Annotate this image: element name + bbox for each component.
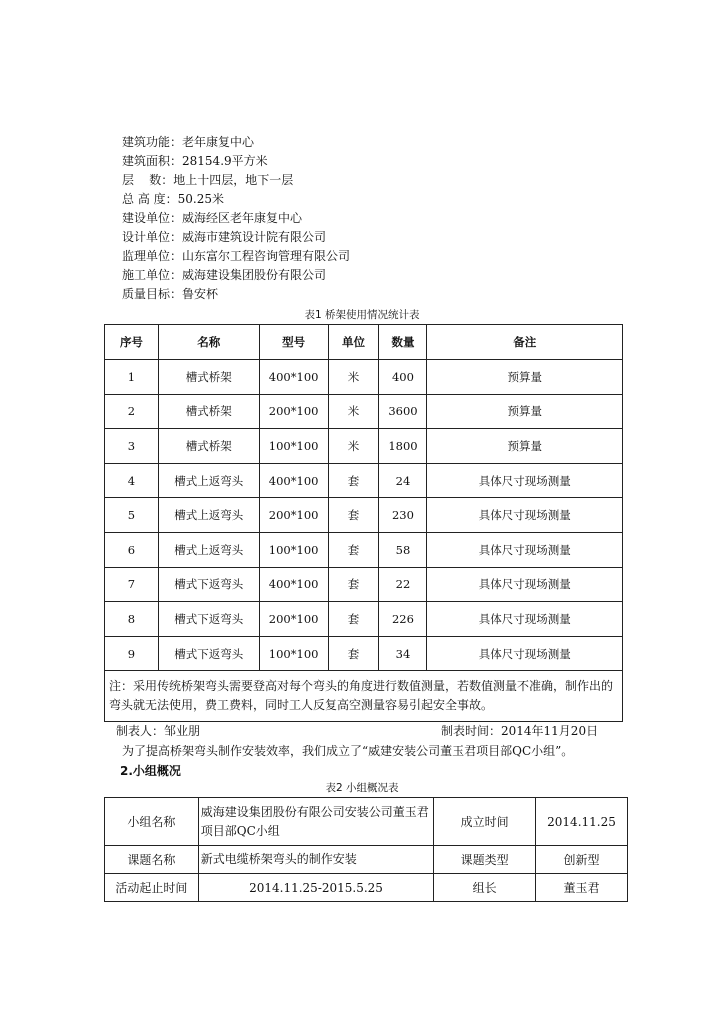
info-label: 建筑面积： — [122, 154, 183, 168]
info-line — [122, 247, 350, 266]
leader-label: 组长 — [434, 874, 536, 902]
info-value: 50.25米 — [177, 192, 224, 206]
table-cell: 400*100 — [259, 360, 328, 395]
group-name-value: 威海建设集团股份有限公司安装公司董玉君项目部QC小组 — [198, 798, 434, 846]
table-cell: 套 — [328, 498, 379, 533]
header-cell: 单位 — [328, 325, 379, 360]
table-cell: 具体尺寸现场测量 — [427, 463, 623, 498]
table-cell: 具体尺寸现场测量 — [427, 498, 623, 533]
table-cell: 230 — [379, 498, 427, 533]
period-label: 活动起止时间 — [105, 874, 199, 902]
table-row — [105, 394, 623, 429]
info-label: 层 数： — [122, 173, 174, 187]
table-cell: 槽式上返弯头 — [158, 532, 259, 567]
table-cell: 具体尺寸现场测量 — [427, 532, 623, 567]
table-cell: 3600 — [379, 394, 427, 429]
leader-value: 董玉君 — [536, 874, 628, 902]
table-row — [105, 360, 623, 395]
info-line — [122, 133, 350, 152]
table-cell: 400 — [379, 360, 427, 395]
table-cell: 槽式下返弯头 — [158, 602, 259, 637]
table-row — [105, 498, 623, 533]
table-time: 制表时间：2014年11月20日 — [441, 724, 599, 738]
table-row — [105, 874, 628, 902]
table-cell: 槽式上返弯头 — [158, 498, 259, 533]
founded-value: 2014.11.25 — [536, 798, 628, 846]
table-cell: 226 — [379, 602, 427, 637]
group-overview-table — [104, 797, 628, 902]
table-cell: 1 — [105, 360, 159, 395]
bridge-usage-table — [104, 324, 623, 722]
info-label: 设计单位： — [122, 230, 183, 244]
table-cell: 100*100 — [259, 429, 328, 464]
table-cell: 套 — [328, 567, 379, 602]
info-line — [122, 171, 350, 190]
table-cell: 槽式桥架 — [158, 360, 259, 395]
table-cell: 400*100 — [259, 567, 328, 602]
table-cell: 米 — [328, 394, 379, 429]
table-row — [105, 567, 623, 602]
table-cell: 200*100 — [259, 602, 328, 637]
group-name-label: 小组名称 — [105, 798, 199, 846]
info-value: 威海市建筑设计院有限公司 — [182, 230, 327, 244]
table2-caption: 表2 小组概况表 — [325, 782, 399, 794]
info-value: 地上十四层，地下一层 — [173, 173, 294, 187]
header-cell: 名称 — [158, 325, 259, 360]
table-cell: 200*100 — [259, 498, 328, 533]
table-row — [105, 636, 623, 671]
table-cell: 22 — [379, 567, 427, 602]
table-cell: 7 — [105, 567, 159, 602]
table-cell: 具体尺寸现场测量 — [427, 636, 623, 671]
table-row — [105, 429, 623, 464]
info-label: 监理单位： — [122, 249, 183, 263]
info-value: 鲁安杯 — [182, 287, 219, 301]
table-cell: 槽式下返弯头 — [158, 636, 259, 671]
table-row — [105, 846, 628, 874]
info-line — [122, 190, 350, 209]
table-cell: 米 — [328, 360, 379, 395]
table-cell: 预算量 — [427, 360, 623, 395]
table-cell: 米 — [328, 429, 379, 464]
table-cell: 套 — [328, 532, 379, 567]
table-cell: 34 — [379, 636, 427, 671]
info-line — [122, 285, 350, 304]
info-label: 质量目标： — [122, 287, 183, 301]
header-cell: 数量 — [379, 325, 427, 360]
info-value: 28154.9平方米 — [182, 154, 268, 168]
table-cell: 具体尺寸现场测量 — [427, 602, 623, 637]
table-cell: 200*100 — [259, 394, 328, 429]
header-cell: 备注 — [427, 325, 623, 360]
table-maker: 制表人：邹业朋 — [116, 724, 201, 738]
table-cell: 1800 — [379, 429, 427, 464]
table-cell: 100*100 — [259, 532, 328, 567]
project-info — [122, 133, 350, 304]
table-cell: 6 — [105, 532, 159, 567]
info-line — [122, 228, 350, 247]
table-cell: 槽式桥架 — [158, 429, 259, 464]
topic-value: 新式电缆桥架弯头的制作安装 — [198, 846, 434, 874]
info-line — [122, 209, 350, 228]
table-cell: 24 — [379, 463, 427, 498]
info-value: 威海经区老年康复中心 — [182, 211, 303, 225]
intro-paragraph: 为了提高桥架弯头制作安装效率，我们成立了“威建安装公司董玉君项目部QC小组”。 — [122, 744, 574, 758]
table-cell: 3 — [105, 429, 159, 464]
table-cell: 套 — [328, 463, 379, 498]
table-cell: 槽式上返弯头 — [158, 463, 259, 498]
table-cell: 套 — [328, 636, 379, 671]
info-label: 建设单位： — [122, 211, 183, 225]
table-row — [105, 798, 628, 846]
table-cell: 4 — [105, 463, 159, 498]
table-note-row — [105, 671, 623, 722]
table-cell: 8 — [105, 602, 159, 637]
table-row — [105, 463, 623, 498]
table-cell: 预算量 — [427, 429, 623, 464]
topic-type-value: 创新型 — [536, 846, 628, 874]
info-value: 威海建设集团股份有限公司 — [182, 268, 327, 282]
table-cell: 100*100 — [259, 636, 328, 671]
table-cell: 具体尺寸现场测量 — [427, 567, 623, 602]
table-row — [105, 602, 623, 637]
topic-type-label: 课题类型 — [434, 846, 536, 874]
table-header-row — [105, 325, 623, 360]
table-cell: 槽式下返弯头 — [158, 567, 259, 602]
table-cell: 套 — [328, 602, 379, 637]
info-label: 建筑功能： — [122, 135, 183, 149]
info-label: 总 高 度： — [122, 192, 178, 206]
table-row — [105, 532, 623, 567]
section-heading: 2.小组概况 — [120, 764, 181, 778]
info-line — [122, 152, 350, 171]
founded-label: 成立时间 — [434, 798, 536, 846]
header-cell: 型号 — [259, 325, 328, 360]
info-value: 老年康复中心 — [182, 135, 255, 149]
period-value: 2014.11.25-2015.5.25 — [198, 874, 434, 902]
info-line — [122, 266, 350, 285]
table-cell: 9 — [105, 636, 159, 671]
header-cell: 序号 — [105, 325, 159, 360]
table-cell: 5 — [105, 498, 159, 533]
info-label: 施工单位： — [122, 268, 183, 282]
topic-label: 课题名称 — [105, 846, 199, 874]
table-cell: 预算量 — [427, 394, 623, 429]
table-note: 注：采用传统桥架弯头需要登高对每个弯头的角度进行数值测量，若数值测量不准确，制作出的弯头就无法使用，费工费料，同时工人反复高空测量容易引起安全事故。 — [105, 671, 623, 722]
table-cell: 400*100 — [259, 463, 328, 498]
info-value: 山东富尔工程咨询管理有限公司 — [182, 249, 351, 263]
table-cell: 2 — [105, 394, 159, 429]
table1-caption: 表1 桥架使用情况统计表 — [304, 309, 420, 321]
table-cell: 58 — [379, 532, 427, 567]
table-cell: 槽式桥架 — [158, 394, 259, 429]
